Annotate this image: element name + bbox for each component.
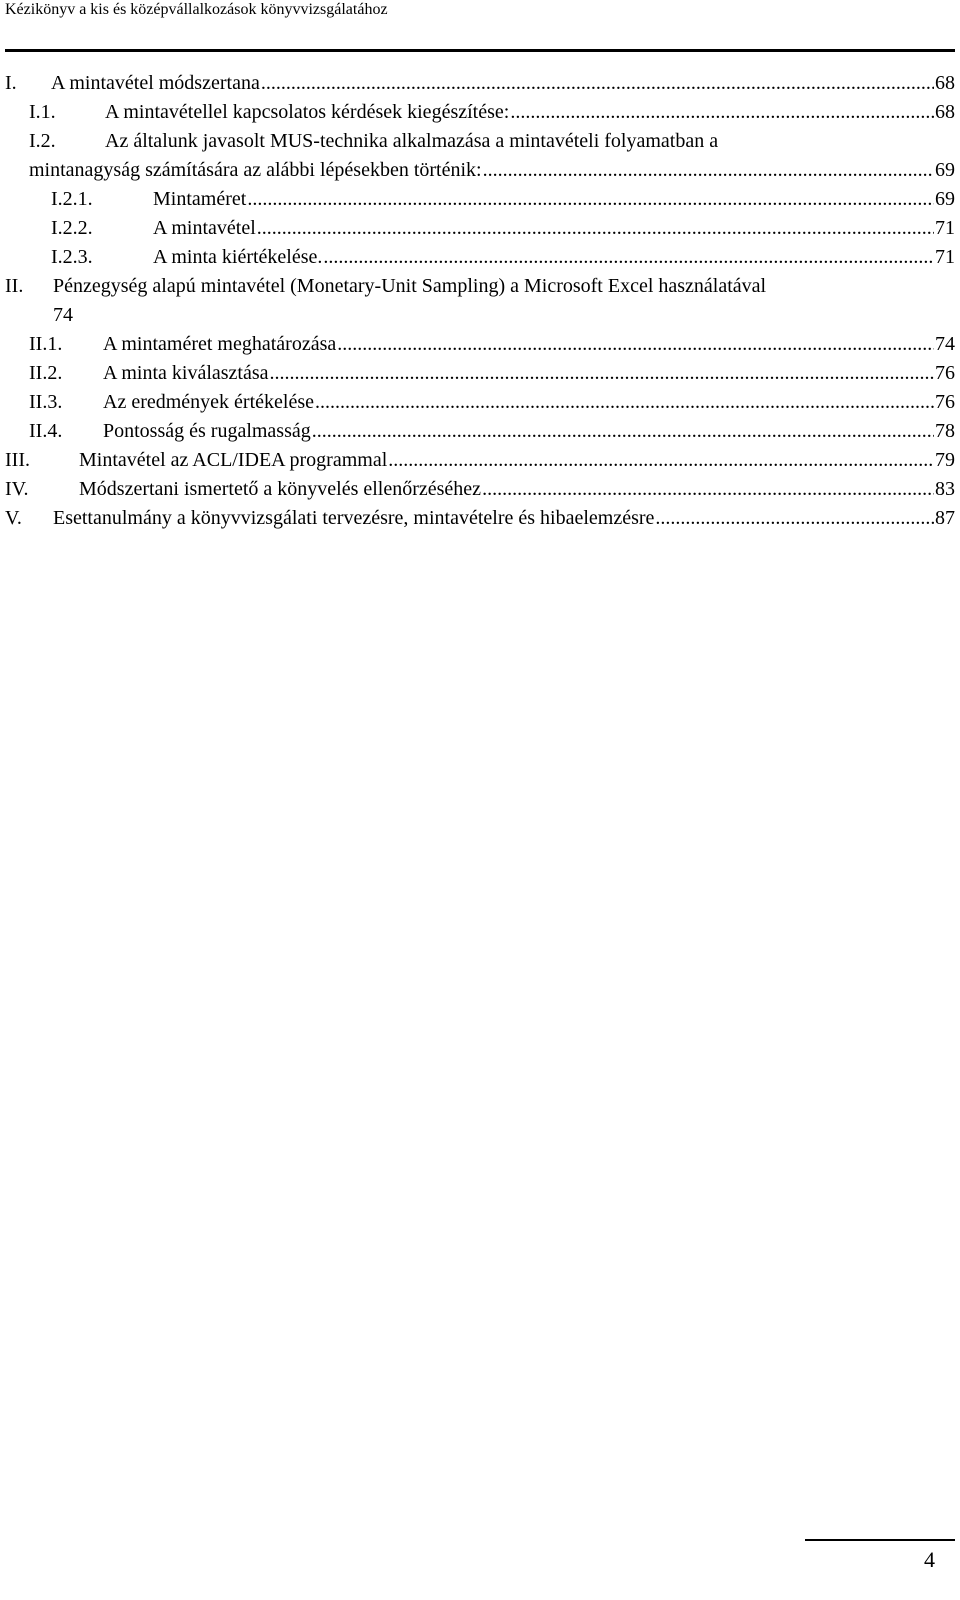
toc-entry-page: 74 [935,333,955,355]
toc-entry-number: IV. [5,478,29,500]
toc-entry-page: 87 [935,507,955,529]
toc-entry-number: II.2. [29,362,63,384]
toc-entry-page: 68 [935,101,955,123]
toc-entry-number: II.4. [29,420,63,442]
toc-entry-multiline[interactable] [29,128,718,154]
toc-entry-number: III. [5,449,30,471]
toc-entry-page: 79 [935,449,955,471]
toc-leader-dots [315,389,934,415]
toc-leader-dots [482,476,934,502]
toc-entry-page: 71 [935,246,955,268]
toc-entry[interactable] [29,331,955,357]
running-header: Kézikönyv a kis és középvállalkozások könyvvizsgálatához [5,1,388,18]
toc-entry-number: I.2.2. [51,217,93,239]
toc-leader-dots [261,70,934,96]
toc-entry-title: Pontosság és rugalmasság [103,420,311,442]
toc-leader-dots [270,360,934,386]
footer-rule [805,1539,955,1541]
toc-entry-title: A mintavétellel kapcsolatos kérdések kiegészítése: [105,101,510,123]
toc-entry-number: I.1. [29,101,56,123]
toc-entry[interactable] [29,360,955,386]
toc-entry-title: Mintaméret [153,188,247,210]
toc-entry-page: 71 [935,217,955,239]
toc-entry-title-line1: Pénzegység alapú mintavétel (Monetary-Unit Sampling) a Microsoft Excel használatával [53,275,767,297]
toc-entry-title: A mintaméret meghatározása [103,333,337,355]
toc-entry-continuation[interactable] [53,302,73,328]
toc-entry-number: II.1. [29,333,63,355]
toc-entry-page: 76 [935,362,955,384]
toc-leader-dots [257,215,934,241]
toc-entry-page: 78 [935,420,955,442]
toc-entry-number: II. [5,275,24,297]
toc-entry-number: V. [5,507,22,529]
toc-leader-dots [323,244,934,270]
toc-leader-dots [655,505,934,531]
toc-entry[interactable] [5,505,955,531]
toc-entry-title-line2: mintanagyság számítására az alábbi lépésekben történik: [29,159,482,181]
toc-entry-title: Mintavétel az ACL/IDEA programmal [79,449,388,471]
toc-entry-page: 76 [935,391,955,413]
toc-entry[interactable] [29,418,955,444]
toc-entry-page: 68 [935,72,955,94]
page-number: 4 [924,1547,935,1572]
toc-entry-title: A mintavétel [153,217,256,239]
toc-entry[interactable] [51,244,955,270]
toc-leader-dots [337,331,934,357]
toc-leader-dots [247,186,934,212]
toc-entry-title: Módszertani ismertető a könyvelés ellenőrzéséhez [79,478,482,500]
toc-entry-title-line1: Az általunk javasolt MUS-technika alkalmazása a mintavételi folyamatban a [105,130,719,152]
toc-entry-multiline[interactable] [5,273,766,299]
toc-entry-title: Az eredmények értékelése [103,391,314,413]
toc-entry-page: 83 [935,478,955,500]
toc-leader-dots [388,447,934,473]
toc-entry-page: 74 [53,304,73,326]
toc-entry[interactable] [29,389,955,415]
toc-entry[interactable] [5,476,955,502]
toc-entry-title: A minta kiválasztása [103,362,269,384]
toc-entry[interactable] [51,215,955,241]
toc-leader-dots [312,418,934,444]
toc-entry-number: I. [5,72,17,94]
toc-entry-number: I.2. [29,130,56,152]
toc-entry-page: 69 [935,159,955,181]
toc-entry[interactable] [5,447,955,473]
toc-entry-number: I.2.3. [51,246,93,268]
toc-entry[interactable] [29,99,955,125]
toc-entry[interactable] [5,70,955,96]
toc-entry-title: A mintavétel módszertana [51,72,260,94]
toc-entry[interactable] [51,186,955,212]
header-rule [5,49,955,52]
toc-entry-continuation[interactable] [29,157,955,183]
toc-entry-number: II.3. [29,391,63,413]
toc-entry-title: A minta kiértékelése. [153,246,323,268]
toc-leader-dots [510,99,934,125]
toc-entry-page: 69 [935,188,955,210]
toc-leader-dots [483,157,934,183]
toc-entry-number: I.2.1. [51,188,93,210]
toc-entry-title: Esettanulmány a könyvvizsgálati tervezésre, mintavételre és hibaelemzésre [53,507,655,529]
